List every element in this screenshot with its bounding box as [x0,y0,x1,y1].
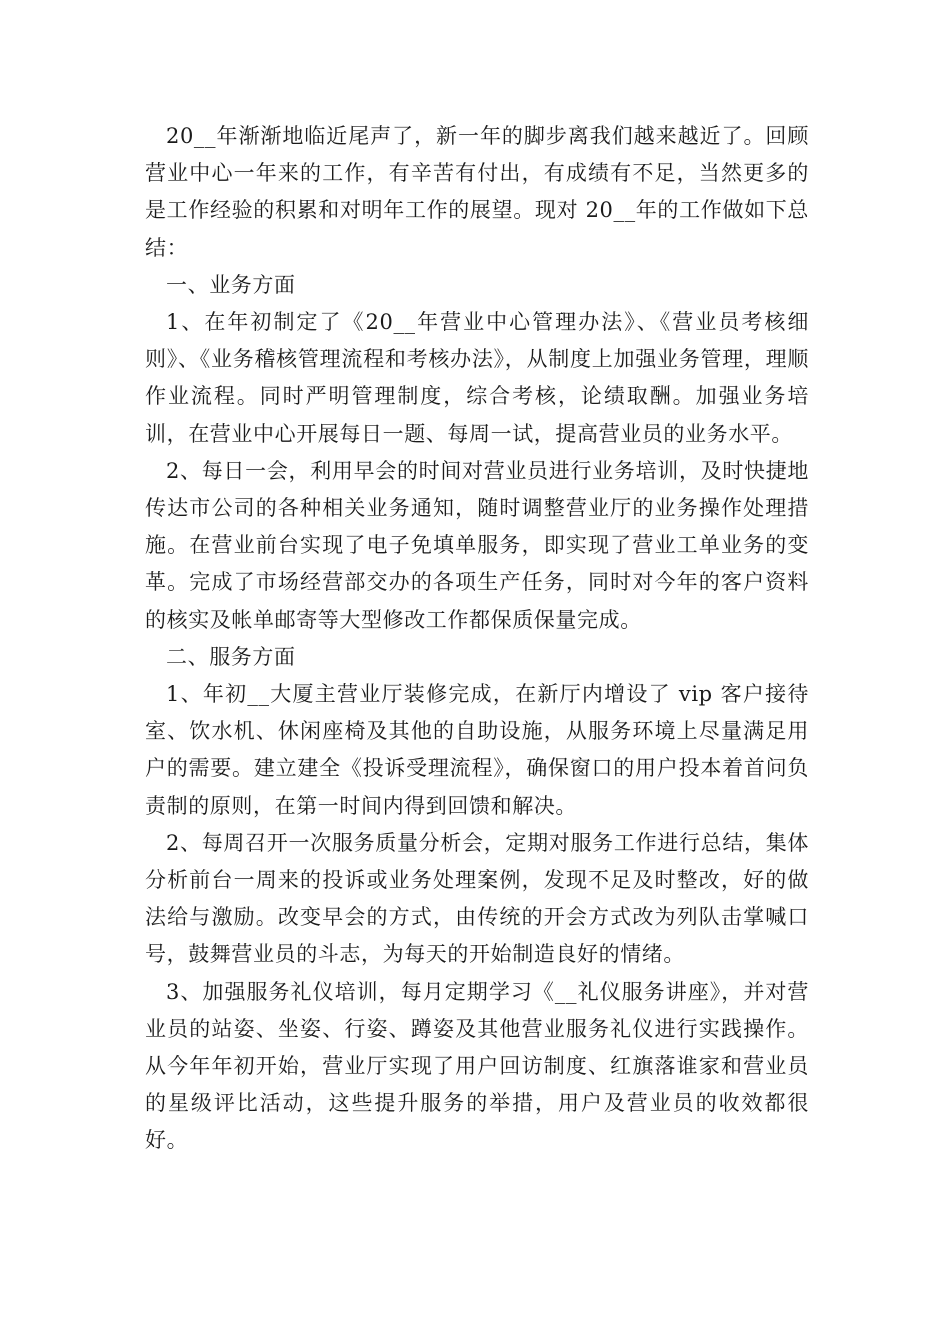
section-heading-business: 一、业务方面 [166,272,296,297]
intro-paragraph: 20__年渐渐地临近尾声了，新一年的脚步离我们越来越近了。回顾营业中心一年来的工作，有辛苦有付出，有成绩有不足，当然更多的是工作经验的积累和对明年工作的展望。现对 20__年的工作做如下总结： [145,124,809,260]
service-item-3: 3、加强服务礼仪培训，每月定期学习《__礼仪服务讲座》，并对营业员的站姿、坐姿、行姿、蹲姿及其他营业服务礼仪进行实践操作。从今年年初开始，营业厅实现了用户回访制度、红旗落谁家和营业员的星级评比活动，这些提升服务的举措，用户及营业员的收效都很好。 [145,979,809,1153]
section-heading-service: 二、服务方面 [166,644,296,669]
document-body [145,118,809,1160]
business-item-2: 2、每日一会，利用早会的时间对营业员进行业务培训，及时快捷地传达市公司的各种相关业务通知，随时调整营业厅的业务操作处理措施。在营业前台实现了电子免填单服务，即实现了营业工单业务的变革。完成了市场经营部交办的各项生产任务，同时对今年的客户资料的核实及帐单邮寄等大型修改工作都保质保量完成。 [145,458,809,632]
service-item-2: 2、每周召开一次服务质量分析会，定期对服务工作进行总结，集体分析前台一周来的投诉或业务处理案例，发现不足及时整改，好的做法给与激励。改变早会的方式，由传统的开会方式改为列队击掌喊口号，鼓舞营业员的斗志，为每天的开始制造良好的情绪。 [145,830,809,967]
service-item-1: 1、年初__大厦主营业厅装修完成，在新厅内增设了 vip 客户接待室、饮水机、休闲座椅及其他的自助设施，从服务环境上尽量满足用户的需要。建立建全《投诉受理流程》，确保窗口的用户投本着首问负责制的原则，在第一时间内得到回馈和解决。 [145,682,809,818]
business-item-1: 1、在年初制定了《20__年营业中心管理办法》、《营业员考核细则》、《业务稽核管理流程和考核办法》，从制度上加强业务管理，理顺作业流程。同时严明管理制度，综合考核，论绩取酬。加强业务培训，在营业中心开展每日一题、每周一试，提高营业员的业务水平。 [145,310,809,446]
